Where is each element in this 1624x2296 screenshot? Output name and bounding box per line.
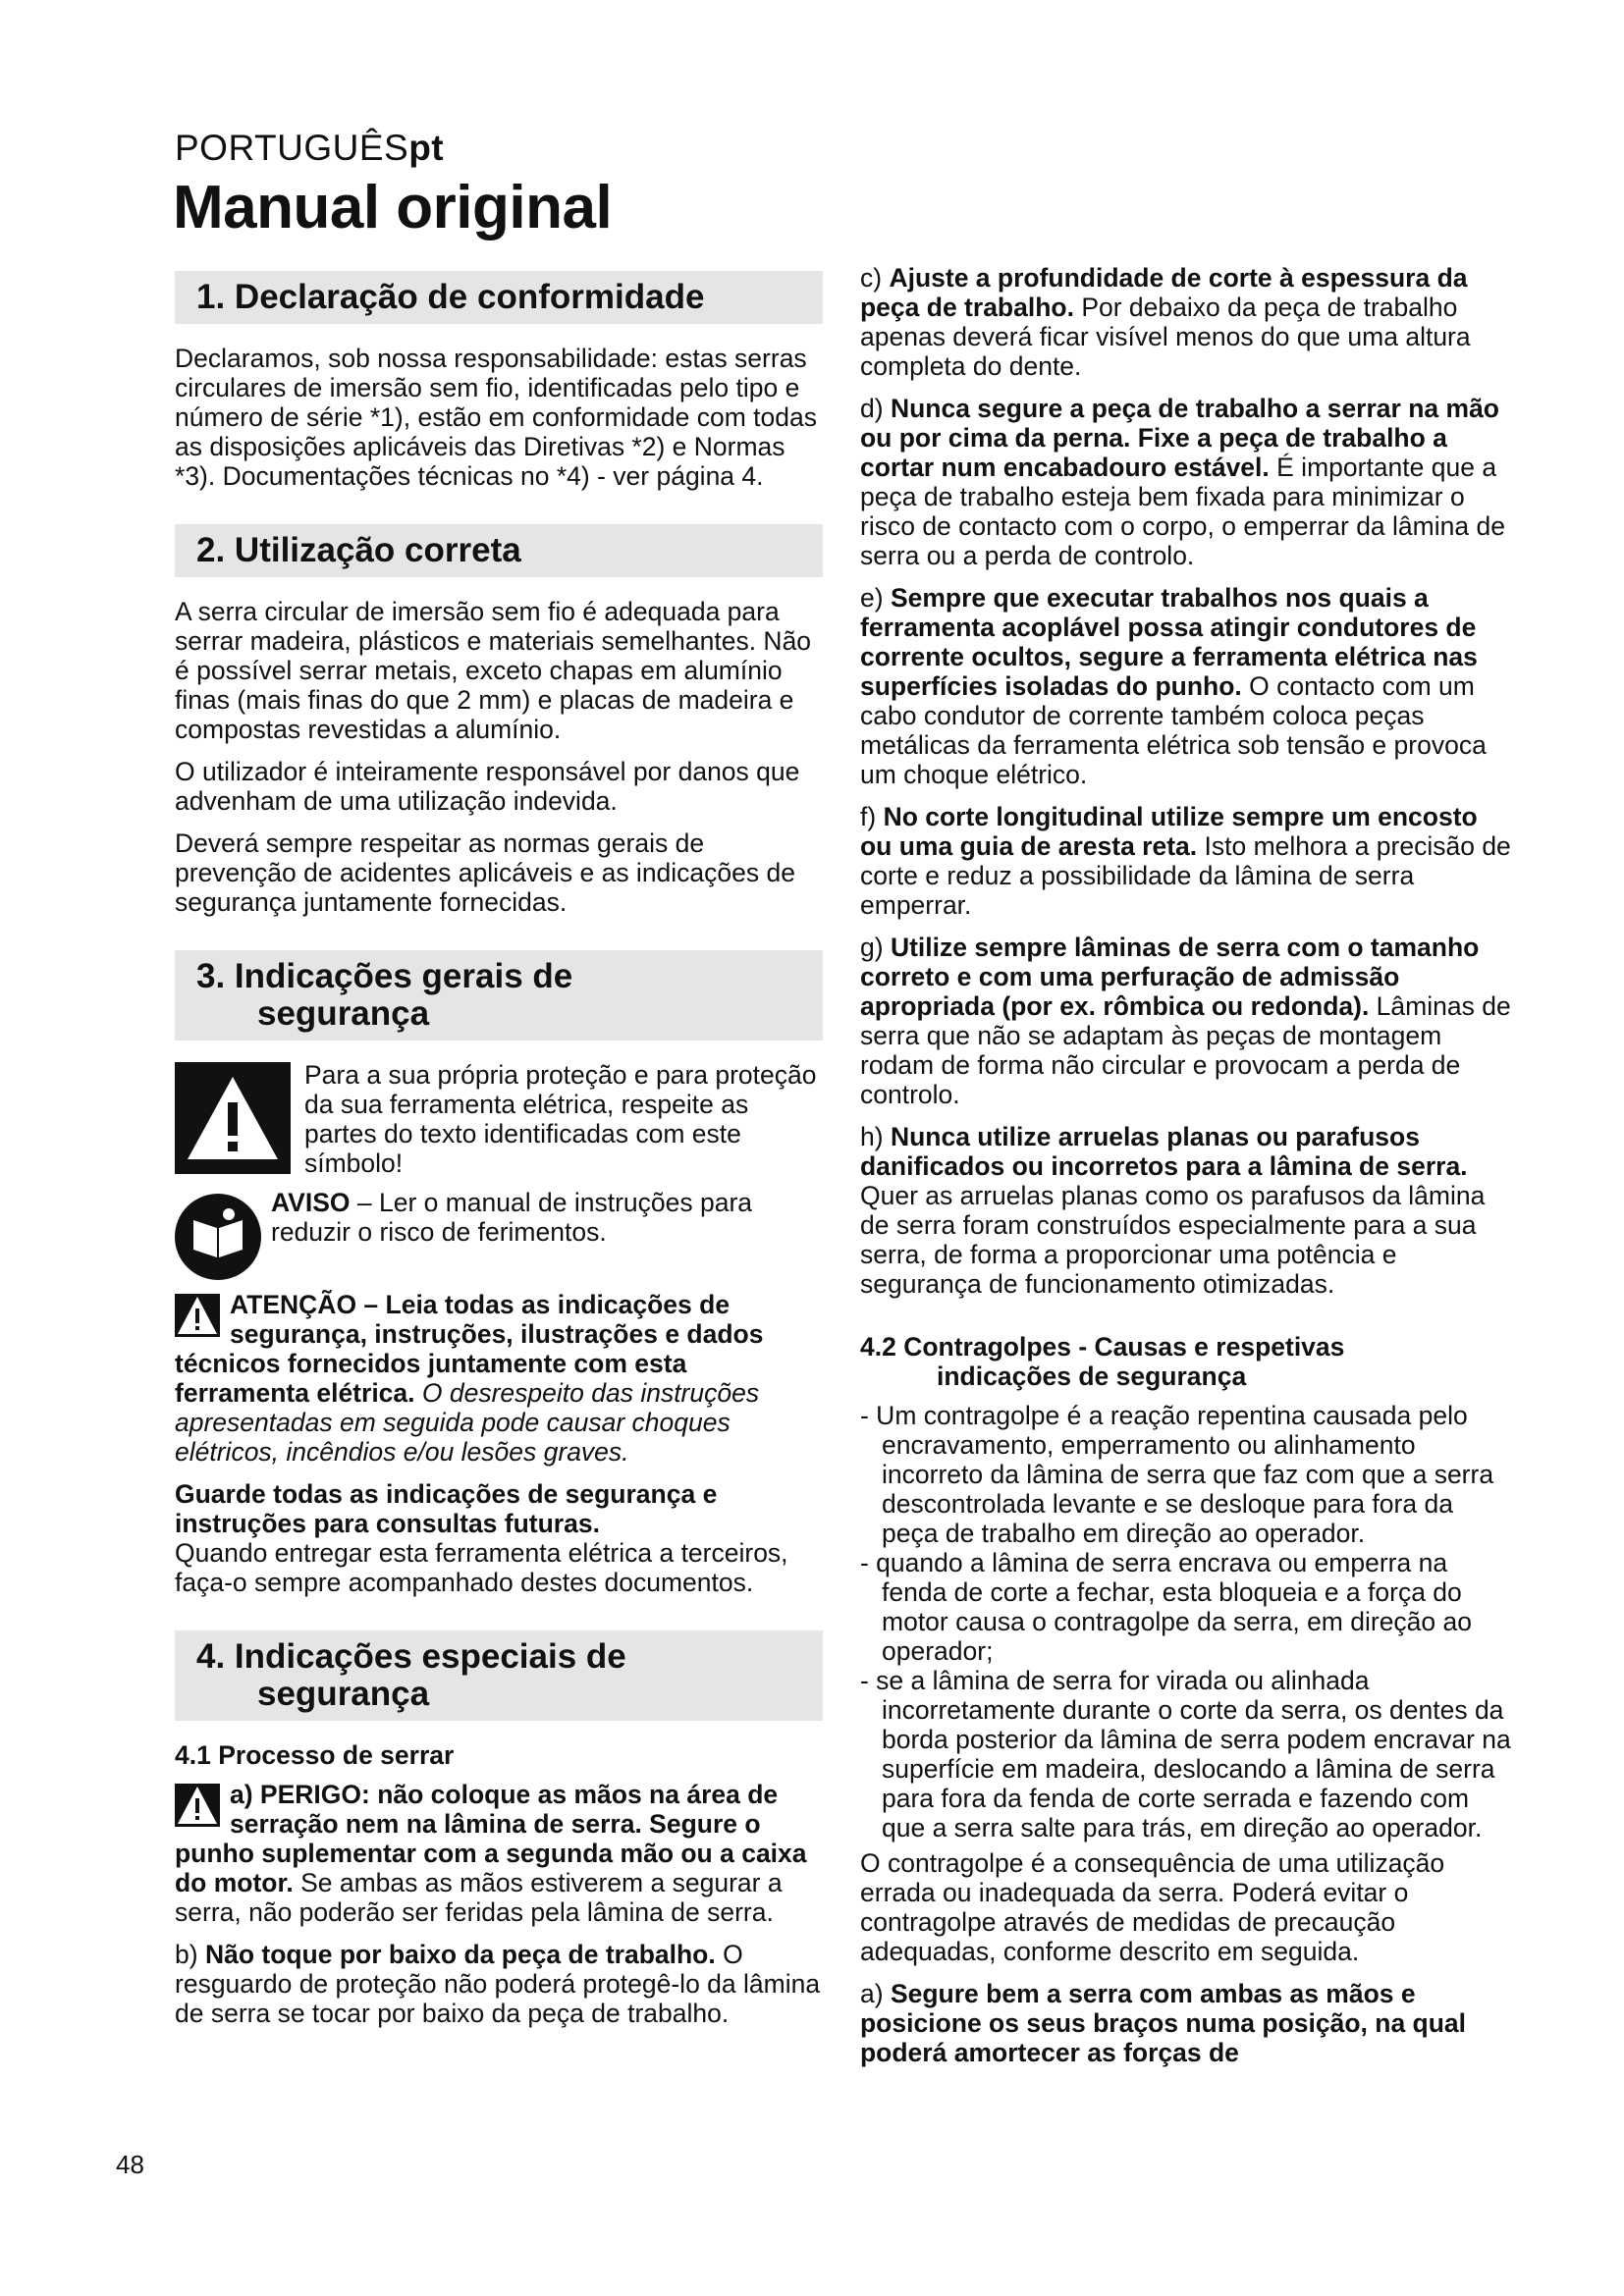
guarde-paragraph: Guarde todas as indicações de segurança e instruções para consultas futuras. Quando entregar esta ferramenta elétrica a terceiros, faça-o sempre acompanhado destes documentos.	[175, 1479, 788, 1597]
section-2-p2: O utilizador é inteiramente responsável por danos que advenham de uma utilização indevida.	[175, 757, 800, 816]
section-2-p1: A serra circular de imersão sem fio é adequada para serrar madeira, plásticos e materiais semelhantes. Não é possível serrar metais, exceto chapas em alumínio finas (mais finas do que 2 mm) e placas de madeira e compostas revestidas a alumínio.	[175, 597, 812, 744]
item-d: d) Nunca segure a peça de trabalho a serrar na mão ou por cima da perna. Fixe a peça de trabalho a cortar num encabadouro estável. É importante que a peça de trabalho esteja bem fixada para minimizar o risco de contacto com o corpo, o emperrar da lâmina de serra ou a perda de controlo.	[860, 394, 1505, 570]
kickback-paragraph: O contragolpe é a consequência de uma utilização errada ou inadequada da serra. Poderá evitar o contragolpe através de medidas de precaução adequadas, conforme descrito em seguida.	[860, 1848, 1445, 1966]
language-label: PORTUGUÊSpt	[175, 128, 445, 168]
list-item: - quando a lâmina de serra encrava ou emperra na fenda de corte a fechar, esta bloqueia e a força do motor causa o contragolpe da serra, em direção ao operador;	[860, 1548, 1472, 1666]
item-c: c) Ajuste a profundidade de corte à espessura da peça de trabalho. Por debaixo da peça de trabalho apenas deverá ficar visível menos do que uma altura completa do dente.	[860, 263, 1471, 381]
warning-triangle-icon	[175, 1062, 291, 1174]
item-f: f) No corte longitudinal utilize sempre um encosto ou uma guia de aresta reta. Isto melhora a precisão de corte e reduz a possibilidade da lâmina de serra emperrar.	[860, 802, 1511, 920]
item-g: g) Utilize sempre lâminas de serra com o tamanho correto e com uma perfuração de admissão apropriada (por ex. rômbica ou redonda). Lâminas de serra que não se adaptam às peças de montagem rodam de forma não circular e provocam a perda de controlo.	[860, 933, 1511, 1109]
aviso-note: AVISO – Ler o manual de instruções para reduzir o risco de ferimentos.	[175, 1188, 823, 1280]
section-2-p3: Deverá sempre respeitar as normas gerais de prevenção de acidentes aplicáveis e as indicações de segurança juntamente fornecidas.	[175, 828, 795, 917]
kickback-causes-list	[860, 1401, 1512, 1842]
page-number: 48	[116, 2150, 144, 2179]
list-item: - Um contragolpe é a reação repentina causada pelo encravamento, emperramento ou alinhamento incorreto da lâmina de serra que faz com que a serra descontrolada levante e se desloque para fora da peça de trabalho em direção ao operador.	[860, 1401, 1494, 1548]
section-3-heading: 3. Indicações gerais de segurança	[175, 950, 823, 1041]
list-item: - se a lâmina de serra for virada ou alinhada incorretamente durante o corte da serra, os dentes da borda posterior da lâmina de serra podem encravar na superfície em madeira, deslocando a lâmina de serra para fora da fenda de corte serrada e fazendo com que a serra salte para trás, em direção ao operador.	[860, 1666, 1511, 1842]
section-1-heading: 1. Declaração de conformidade	[175, 271, 823, 324]
section-1-text: Declaramos, sob nossa responsabilidade: estas serras circulares de imersão sem fio, identificadas pelo tipo e número de série *1), estão em conformidade com todas as disposições aplicáveis das Diretivas *2) e Normas *3). Documentações técnicas no *4) - ver página 4.	[175, 344, 817, 491]
item-a-perigo: a) PERIGO: não coloque as mãos na área de serração nem na lâmina de serra. Segure o punho suplementar com a segunda mão ou a caixa do motor. Se ambas as mãos estiverem a segurar a serra, não poderão ser feridas pela lâmina de serra.	[175, 1780, 807, 1927]
read-manual-icon	[175, 1194, 261, 1280]
item-e: e) Sempre que executar trabalhos nos quais a ferramenta acoplável possa atingir condutores de corrente ocultos, segure a ferramenta elétrica nas superfícies isoladas do punho. O contacto com um cabo condutor de corrente também coloca peças metálicas da ferramenta elétrica sob tensão e provoca um choque elétrico.	[860, 583, 1487, 789]
subsection-4-1-heading: 4.1 Processo de serrar	[175, 1740, 455, 1770]
section-2-heading: 2. Utilização correta	[175, 524, 823, 577]
atencao-paragraph: ATENÇÃO – Leia todas as indicações de segurança, instruções, ilustrações e dados técnicos fornecidos juntamente com esta ferramenta elétrica. O desrespeito das instruções apresentadas em seguida pode causar choques elétricos, incêndios e/ou lesões graves.	[175, 1290, 764, 1467]
left-column	[175, 271, 823, 2041]
subsection-4-2-heading: 4.2 Contragolpes - Causas e respetivas indicações de segurança	[860, 1332, 1345, 1391]
item-a-kickback: a) Segure bem a serra com ambas as mãos e posicione os seus braços numa posição, na qual poderá amortecer as forças de	[860, 1979, 1467, 2067]
right-column	[860, 263, 1512, 2080]
item-h: h) Nunca utilize arruelas planas ou parafusos danificados ou incorretos para a lâmina de serra. Quer as arruelas planas como os parafusos da lâmina de serra foram construídos especialmente para a sua serra, de forma a proporcionar uma potência e segurança de funcionamento otimizadas.	[860, 1122, 1486, 1299]
warning-triangle-icon	[175, 1784, 220, 1827]
warning-symbol-note: Para a sua própria proteção e para proteção da sua ferramenta elétrica, respeite as partes do texto identificadas com este símbolo!	[175, 1060, 823, 1178]
page-title: Manual original	[173, 174, 613, 241]
section-4-heading: 4. Indicações especiais de segurança	[175, 1630, 823, 1721]
warning-triangle-icon	[175, 1294, 220, 1337]
item-b: b) Não toque por baixo da peça de trabalho. O resguardo de proteção não poderá protegê-lo da lâmina de serra se tocar por baixo da peça de trabalho.	[175, 1940, 821, 2028]
